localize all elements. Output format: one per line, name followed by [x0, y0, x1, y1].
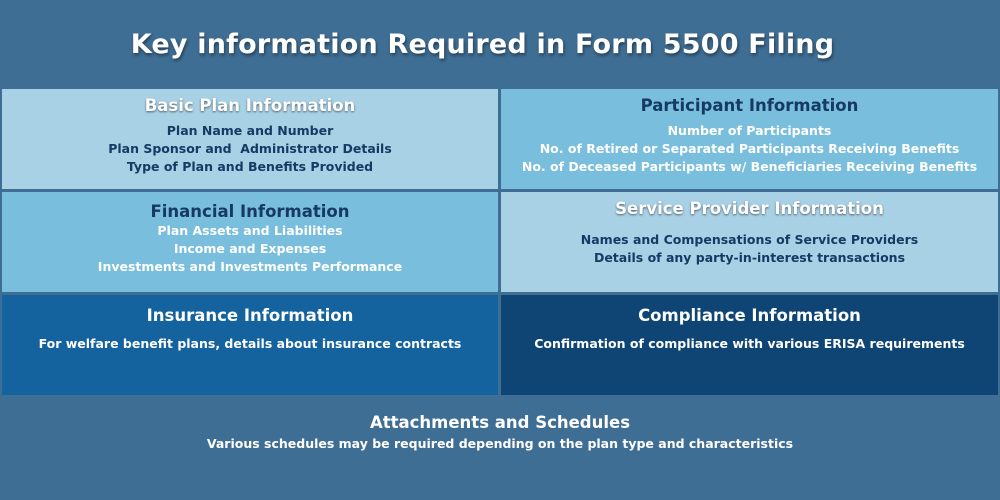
financial-information-heading: Financial Information [150, 202, 350, 221]
service-provider-item: Names and Compensations of Service Providers [580, 232, 919, 247]
participant-information-heading: Participant Information [640, 96, 859, 115]
participant-item: No. of Retired or Separated Participants Receiving Benefits [539, 141, 960, 156]
basic-plan-item: Plan Name and Number [166, 123, 334, 138]
insurance-item: For welfare benefit plans, details about insurance contracts [38, 336, 462, 351]
compliance-information-box [501, 295, 998, 395]
compliance-item: Confirmation of compliance with various ERISA requirements [534, 336, 965, 351]
attachments-item: Various schedules may be required depending on the plan type and characteristics [206, 436, 794, 451]
participant-information-box [501, 89, 998, 189]
insurance-information-box [2, 295, 498, 395]
financial-item: Plan Assets and Liabilities [157, 223, 343, 238]
basic-plan-information-box [2, 89, 498, 189]
service-provider-item: Details of any party-in-interest transactions [593, 250, 906, 265]
service-provider-information-heading: Service Provider Information [615, 199, 884, 218]
attachments-and-schedules-box [2, 398, 998, 498]
participant-item: Number of Participants [667, 123, 832, 138]
financial-item: Investments and Investments Performance [97, 259, 403, 274]
basic-plan-item: Type of Plan and Benefits Provided [126, 159, 374, 174]
basic-plan-item: Plan Sponsor and Administrator Details [108, 141, 392, 156]
financial-item: Income and Expenses [173, 241, 327, 256]
participant-item: No. of Deceased Participants w/ Beneficiaries Receiving Benefits [521, 159, 978, 174]
insurance-information-heading: Insurance Information [146, 306, 354, 325]
compliance-information-heading: Compliance Information [638, 306, 861, 325]
page-title: Key information Required in Form 5500 Filing [130, 28, 835, 60]
basic-plan-information-heading: Basic Plan Information [144, 96, 356, 115]
financial-information-box [2, 192, 498, 292]
attachments-and-schedules-heading: Attachments and Schedules [369, 413, 631, 432]
service-provider-information-box [501, 192, 998, 292]
